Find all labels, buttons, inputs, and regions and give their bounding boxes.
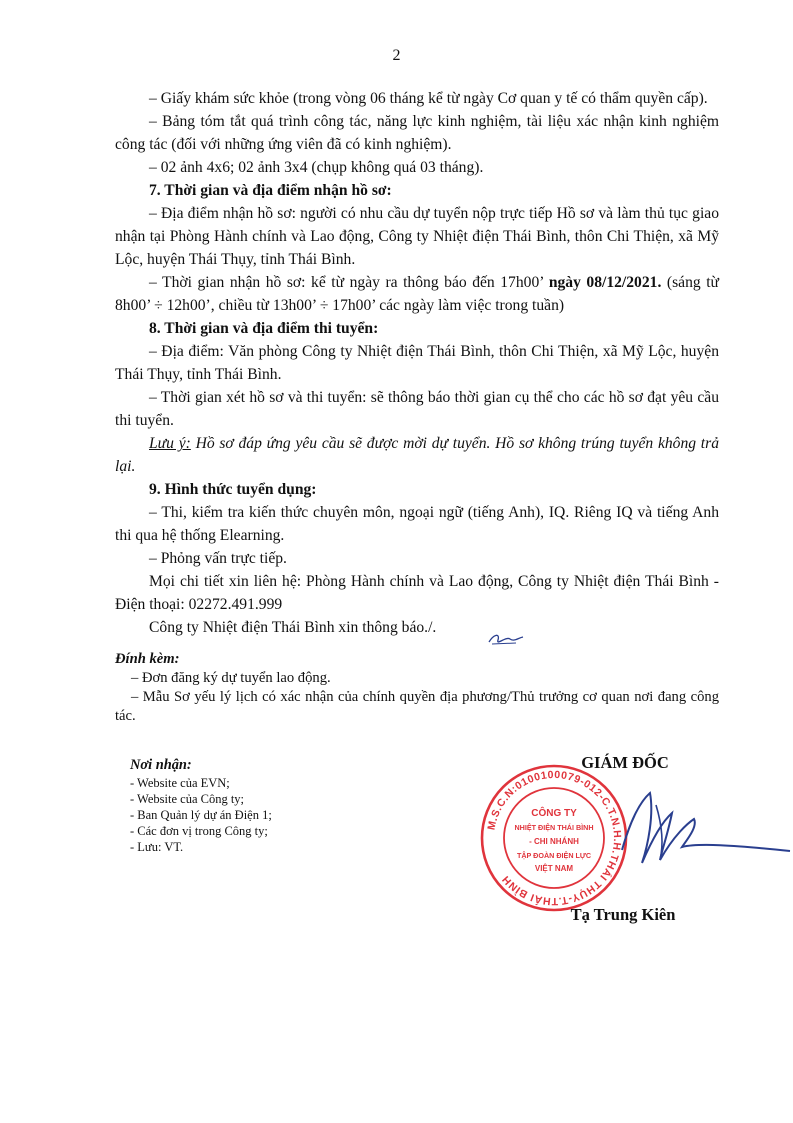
- page-number: 2: [392, 47, 401, 64]
- work-summary-line: – Bảng tóm tắt quá trình công tác, năng lực kinh nghiệm, tài liệu xác nhận kinh nghiệm công tác (đối với những ứng viên đã có kinh nghiệm).: [115, 113, 719, 153]
- seal-line: - CHI NHÁNH: [529, 837, 579, 846]
- note-line: [115, 432, 719, 478]
- submission-location-line: – Địa điểm nhận hồ sơ: người có nhu cầu dự tuyển nộp trực tiếp Hồ sơ và làm thủ tục giao nhận tại Phòng Hành chính và Lao động, Công ty Nhiệt điện Thái Bình, thôn Chi Thiện, xã Mỹ Lộc, huyện Thái Thụy, tỉnh Thái Bình.: [115, 205, 719, 268]
- submission-hours: (sáng từ 8h00’ ÷ 12h00’, chiều từ 13h00’ ÷ 17h00’ các ngày làm việc trong tuần): [115, 274, 719, 314]
- section-7-heading: 7. Thời gian và địa điểm nhận hồ sơ:: [149, 182, 392, 199]
- recipients: [130, 757, 430, 855]
- exam-location-line: – Địa điểm: Văn phòng Công ty Nhiệt điện Thái Bình, thôn Chi Thiện, xã Mỹ Lộc, huyện Thái Thụy, tỉnh Thái Bình.: [115, 343, 719, 383]
- seal-ring-text: M.S.C.N:0100100079-012-C.T.N.H.H.THÁI THỤY-T.THÁI BÌNH: [485, 768, 624, 908]
- seal-line: CÔNG TY: [531, 808, 577, 819]
- document-body: [115, 87, 719, 639]
- exam-time-line: – Thời gian xét hồ sơ và thi tuyển: sẽ thông báo thời gian cụ thể cho các hồ sơ đạt yêu cầu thi tuyển.: [115, 389, 719, 429]
- recipient-item: - Website của EVN;: [130, 776, 230, 790]
- seal-line: TẬP ĐOÀN ĐIỆN LỰC: [516, 851, 592, 860]
- closing-line: Công ty Nhiệt điện Thái Bình xin thông báo./.: [149, 619, 437, 636]
- exam-method-line: – Thi, kiểm tra kiến thức chuyên môn, ngoại ngữ (tiếng Anh), IQ. Riêng IQ và tiếng Anh thi qua hệ thống Elearning.: [115, 504, 719, 544]
- interview-line: – Phỏng vấn trực tiếp.: [149, 550, 287, 567]
- health-certificate-line: – Giấy khám sức khỏe (trong vòng 06 tháng kể từ ngày Cơ quan y tế có thẩm quyền cấp).: [149, 90, 708, 107]
- director-signature: [602, 775, 792, 875]
- contact-line: Mọi chi tiết xin liên hệ: Phòng Hành chính và Lao động, Công ty Nhiệt điện Thái Bình - Điện thoại: 02272.491.999: [115, 573, 719, 613]
- initial-signature: [486, 628, 526, 650]
- section-8-heading: 8. Thời gian và địa điểm thi tuyển:: [149, 320, 379, 337]
- recipients-title: Nơi nhận:: [130, 757, 192, 773]
- note-label: Lưu ý:: [149, 435, 191, 452]
- director-title: GIÁM ĐỐC: [581, 753, 669, 772]
- attachments: [115, 650, 719, 726]
- attachment-item: – Đơn đăng ký dự tuyển lao động.: [131, 670, 331, 686]
- recipient-item: - Ban Quản lý dự án Điện 1;: [130, 808, 272, 822]
- recipient-item: - Website của Công ty;: [130, 792, 245, 806]
- photos-line: – 02 ảnh 4x6; 02 ảnh 3x4 (chụp không quá 03 tháng).: [149, 159, 484, 176]
- recipient-item: - Các đơn vị trong Công ty;: [130, 824, 268, 838]
- section-9-heading: 9. Hình thức tuyển dụng:: [149, 481, 317, 498]
- submission-deadline: ngày 08/12/2021.: [548, 274, 662, 291]
- seal-line: VIỆT NAM: [534, 864, 574, 873]
- recipient-item: - Lưu: VT.: [130, 840, 184, 854]
- note-text: Hồ sơ đáp ứng yêu cầu sẽ được mời dự tuyển. Hồ sơ không trúng tuyển không trả lại.: [115, 435, 719, 475]
- submission-time-line: [115, 271, 719, 317]
- signer-name: Tạ Trung Kiên: [570, 905, 676, 924]
- attachments-title: Đính kèm:: [115, 651, 180, 667]
- submission-time-text: – Thời gian nhận hồ sơ: kể từ ngày ra thông báo đến 17h00’: [149, 274, 549, 291]
- attachment-item: – Mẫu Sơ yếu lý lịch có xác nhận của chính quyền địa phương/Thủ trưởng cơ quan nơi đang công tác.: [115, 689, 719, 724]
- seal-line: NHIỆT ĐIỆN THÁI BÌNH: [514, 823, 594, 832]
